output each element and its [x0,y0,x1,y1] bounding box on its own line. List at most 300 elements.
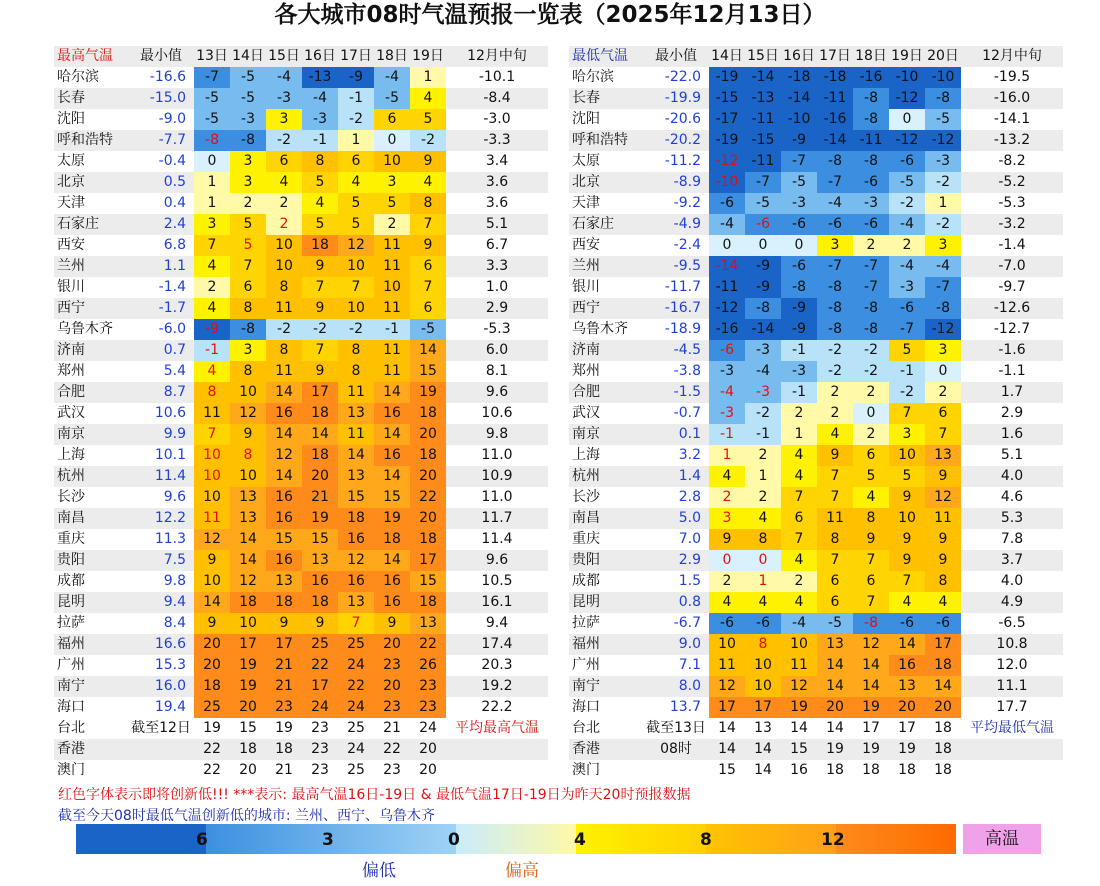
temp-cell: 6 [374,109,410,130]
min-value: -16.7 [643,298,709,319]
city-name: 香港 [569,739,643,760]
temp-cell: 10 [194,445,230,466]
temp-cell: -6 [781,256,817,277]
mid-month-value: 8.1 [446,361,548,382]
temp-cell: -7 [925,277,961,298]
temp-cell: 4 [745,592,781,613]
mid-month-value: 1.0 [446,277,548,298]
temp-cell: 4 [194,361,230,382]
temp-cell: -11 [745,151,781,172]
temp-cell: -18 [781,67,817,88]
city-name: 昆明 [54,592,128,613]
temp-cell: 18 [302,403,338,424]
temp-cell: 13 [302,550,338,571]
temp-cell: 10 [338,298,374,319]
table-row [569,592,1063,613]
mid-month-value: -12.7 [961,319,1063,340]
temp-cell: 19 [853,739,889,760]
mid-month-value: -3.0 [446,109,548,130]
mid-month-value: -1.6 [961,340,1063,361]
table-row [54,487,548,508]
min-value: -0.7 [643,403,709,424]
temp-cell: 19 [781,697,817,718]
temp-cell: -12 [709,151,745,172]
city-name: 石家庄 [54,214,128,235]
temp-cell: 11 [266,361,302,382]
mid-month-value: 11.7 [446,508,548,529]
min-value: -1.4 [128,277,194,298]
temp-cell: 8 [925,571,961,592]
mid-month-value: -8.2 [961,151,1063,172]
temp-cell: 3 [925,340,961,361]
temp-cell: 8 [266,340,302,361]
temp-cell: 3 [230,172,266,193]
table-row [569,172,1063,193]
date-header: 18日 [374,46,410,67]
table-row [569,655,1063,676]
extra-row [54,760,548,781]
temp-cell: -7 [781,151,817,172]
temp-cell: 11 [338,382,374,403]
table-row [54,256,548,277]
temp-cell: 9 [853,529,889,550]
temp-cell: 1 [338,130,374,151]
temp-cell: 12 [709,676,745,697]
temp-cell: 21 [266,760,302,781]
temp-cell: -6 [709,340,745,361]
temp-cell: 18 [302,445,338,466]
min-value: -0.4 [128,151,194,172]
mid-month-value: 11.4 [446,529,548,550]
temp-cell: 12 [853,634,889,655]
temp-cell: 18 [410,403,446,424]
city-name: 上海 [54,445,128,466]
temp-cell: 1 [781,424,817,445]
temp-cell: 18 [230,739,266,760]
temp-cell: -4 [745,361,781,382]
temp-cell: 24 [338,697,374,718]
mid-month-value: 4.6 [961,487,1063,508]
average-label [961,760,1063,781]
table-row [569,214,1063,235]
city-name: 昆明 [569,592,643,613]
average-label: 平均最低气温 [961,718,1063,739]
temp-cell: -4 [709,214,745,235]
temp-cell: 19 [374,508,410,529]
temp-cell: 14 [745,739,781,760]
temp-cell: 5 [302,172,338,193]
min-value: -2.4 [643,235,709,256]
temp-cell: 3 [374,172,410,193]
min-value: 11.4 [128,466,194,487]
table-row [54,214,548,235]
temp-cell: 18 [338,508,374,529]
temp-cell: 19 [410,382,446,403]
city-name: 长春 [569,88,643,109]
city-name: 太原 [54,151,128,172]
temp-cell: -2 [266,130,302,151]
mid-month-value: 11.0 [446,445,548,466]
scale-segment-neutral [456,824,576,854]
temp-cell: 18 [925,739,961,760]
temp-cell: 5 [853,466,889,487]
temp-cell: 20 [194,634,230,655]
temp-cell: 18 [374,529,410,550]
temp-cell: 8 [817,529,853,550]
temp-cell: 15 [302,529,338,550]
temp-cell: 24 [410,718,446,739]
table-row [569,445,1063,466]
min-value: 19.4 [128,697,194,718]
temp-cell: 18 [925,760,961,781]
min-value: -8.9 [643,172,709,193]
mid-month-value: 19.2 [446,676,548,697]
temp-cell: 9 [302,613,338,634]
scale-tick: 6 [196,830,208,850]
table-row [569,256,1063,277]
temp-cell: 15 [410,361,446,382]
min-value: 1.4 [643,466,709,487]
table-row [569,277,1063,298]
temp-cell: -9 [338,67,374,88]
temp-cell: 17 [745,697,781,718]
city-name: 重庆 [54,529,128,550]
city-name: 南宁 [569,676,643,697]
temp-cell: 0 [709,235,745,256]
temp-cell: 14 [745,760,781,781]
date-header: 16日 [302,46,338,67]
min-value: 2.9 [643,550,709,571]
min-value: 8.0 [643,676,709,697]
temp-cell: -8 [853,298,889,319]
temp-cell: 20 [230,760,266,781]
table-row [569,529,1063,550]
temp-cell: 4 [781,592,817,613]
temp-cell: -14 [745,319,781,340]
temp-cell: 0 [709,550,745,571]
scale-tick: 8 [700,830,712,850]
temp-cell: 2 [194,277,230,298]
temp-cell: -4 [889,214,925,235]
temp-cell: 17 [709,697,745,718]
temp-cell: 23 [410,697,446,718]
mid-month-value: 12.0 [961,655,1063,676]
temp-cell: -8 [781,277,817,298]
temp-cell: 6 [266,151,302,172]
temp-cell: -4 [817,193,853,214]
temp-cell: 7 [338,277,374,298]
temp-cell: 6 [853,445,889,466]
temp-cell: 4 [410,88,446,109]
temp-cell: 3 [194,214,230,235]
table-row [569,697,1063,718]
temp-cell: 16 [374,571,410,592]
temp-cell: 14 [194,592,230,613]
temp-cell: 5 [338,193,374,214]
temp-cell: -9 [194,319,230,340]
temp-cell: 2 [709,487,745,508]
temp-cell: 23 [374,697,410,718]
note-new-low: 红色字体表示即将创新低!!! ***表示: 最高气温16日-19日 & 最低气温17日-19日为昨天20时预报数据 [58,787,691,803]
table-row [569,424,1063,445]
temp-cell: 7 [194,235,230,256]
temp-cell: 11 [374,298,410,319]
temp-cell: 15 [781,739,817,760]
temp-cell: -8 [194,130,230,151]
temp-cell: 2 [266,214,302,235]
temp-cell: -15 [745,130,781,151]
temp-cell: -7 [889,319,925,340]
temp-cell: 6 [853,571,889,592]
min-value: 10.1 [128,445,194,466]
table-row [569,487,1063,508]
header-row [54,46,548,67]
temp-cell: -12 [925,130,961,151]
min-value: 2.4 [128,214,194,235]
mid-month-value: 3.4 [446,151,548,172]
extra-note [128,760,194,781]
min-value: 9.0 [643,634,709,655]
min-value: 1.5 [643,571,709,592]
mid-month-header: 12月中旬 [446,46,548,67]
city-name: 台北 [54,718,128,739]
temp-cell: 20 [230,697,266,718]
temp-cell: 7 [853,592,889,613]
temp-cell: -3 [781,193,817,214]
temp-cell: -2 [925,214,961,235]
header-row [569,46,1063,67]
temp-cell: 6 [817,571,853,592]
city-name: 合肥 [569,382,643,403]
temp-cell: -1 [338,88,374,109]
city-name: 乌鲁木齐 [569,319,643,340]
temp-cell: 10 [889,445,925,466]
temp-cell: 13 [338,466,374,487]
temp-cell: -4 [709,382,745,403]
temp-cell: 11 [338,424,374,445]
extra-note [643,760,709,781]
temp-cell: 16 [266,550,302,571]
temp-cell: 20 [410,739,446,760]
extra-note: 08时 [643,739,709,760]
mid-month-value: -13.2 [961,130,1063,151]
city-name: 郑州 [54,361,128,382]
min-value: 7.5 [128,550,194,571]
temp-cell: 10 [194,466,230,487]
temp-cell: 16 [781,760,817,781]
temp-cell: -2 [266,319,302,340]
temp-cell: 17 [302,676,338,697]
temp-cell: -10 [709,172,745,193]
temp-cell: 13 [230,508,266,529]
temp-cell: 0 [374,130,410,151]
average-label: 平均最高气温 [446,718,548,739]
temp-cell: -12 [889,130,925,151]
temp-cell: -3 [745,382,781,403]
date-header: 14日 [709,46,745,67]
temp-cell: 4 [338,172,374,193]
table-row [569,508,1063,529]
temp-cell: -6 [889,151,925,172]
temp-cell: 11 [374,340,410,361]
temp-cell: 4 [302,193,338,214]
table-row [569,109,1063,130]
temp-cell: 13 [338,403,374,424]
temp-cell: -1 [781,340,817,361]
temp-cell: 0 [745,235,781,256]
temp-cell: -6 [745,214,781,235]
min-value: 8.7 [128,382,194,403]
city-name: 南昌 [569,508,643,529]
temp-cell: 9 [230,424,266,445]
temp-cell: 11 [194,508,230,529]
temp-cell: -4 [302,88,338,109]
temp-cell: 12 [230,403,266,424]
temp-cell: 14 [374,550,410,571]
temp-cell: 20 [889,697,925,718]
min-value: -9.0 [128,109,194,130]
temp-cell: 19 [817,739,853,760]
temp-cell: 20 [817,697,853,718]
temp-cell: 8 [194,382,230,403]
temp-cell: 14 [925,676,961,697]
table-row [54,424,548,445]
temp-cell: 18 [302,235,338,256]
temp-cell: -12 [709,298,745,319]
temp-cell: 9 [817,445,853,466]
temp-cell: 5 [302,214,338,235]
temp-cell: 12 [338,550,374,571]
temp-cell: 14 [817,676,853,697]
city-name: 乌鲁木齐 [54,319,128,340]
table-label: 最高气温 [54,46,128,67]
temp-cell: 10 [781,634,817,655]
temp-cell: 18 [266,592,302,613]
temp-cell: 14 [853,655,889,676]
city-name: 长沙 [569,487,643,508]
temp-cell: 5 [374,193,410,214]
temp-cell: 20 [374,676,410,697]
mid-month-value: 3.7 [961,550,1063,571]
mid-month-value: 9.4 [446,613,548,634]
temp-cell: 10 [709,634,745,655]
table-row [569,634,1063,655]
temp-cell: -12 [889,88,925,109]
temp-cell: 22 [194,760,230,781]
temp-cell: 2 [374,214,410,235]
temp-cell: -6 [889,613,925,634]
temp-cell: 4 [709,466,745,487]
city-name: 南京 [54,424,128,445]
extra-row [569,760,1063,781]
temp-cell: 14 [230,550,266,571]
temp-cell: 13 [338,592,374,613]
table-row [569,361,1063,382]
color-scale-legend [76,824,956,854]
min-value: 0.5 [128,172,194,193]
temp-cell: 12 [194,529,230,550]
city-name: 兰州 [54,256,128,277]
table-row [54,109,548,130]
temp-cell: 15 [410,571,446,592]
city-name: 南京 [569,424,643,445]
temp-cell: 21 [302,487,338,508]
mid-month-value: -16.0 [961,88,1063,109]
hot-legend-box: 高温 [963,824,1041,854]
temp-cell: -6 [817,214,853,235]
city-name: 台北 [569,718,643,739]
temp-cell: 10 [745,676,781,697]
temp-cell: 25 [302,634,338,655]
table-row [54,277,548,298]
temp-cell: -7 [194,67,230,88]
temp-cell: 14 [374,382,410,403]
min-value: -11.2 [643,151,709,172]
page-title: 各大城市08时气温预报一览表（2025年12月13日） [274,2,826,28]
min-value: -20.6 [643,109,709,130]
temp-cell: 1 [410,67,446,88]
temp-cell: -7 [853,277,889,298]
temp-cell: 15 [266,529,302,550]
temp-cell: 0 [853,403,889,424]
temp-cell: -7 [817,256,853,277]
date-header: 19日 [410,46,446,67]
temp-cell: -7 [745,172,781,193]
date-header: 17日 [817,46,853,67]
table-row [54,235,548,256]
temp-cell: 14 [817,655,853,676]
temp-cell: 2 [709,571,745,592]
high-temperature-table [54,46,548,781]
temp-cell: -6 [709,613,745,634]
temp-cell: 9 [410,235,446,256]
mid-month-value: 17.4 [446,634,548,655]
table-row [54,361,548,382]
temp-cell: 5 [338,214,374,235]
temp-cell: 6 [230,277,266,298]
mid-month-value: 5.3 [961,508,1063,529]
mid-month-value: 3.3 [446,256,548,277]
temp-cell: 19 [230,655,266,676]
mid-month-value: -1.1 [961,361,1063,382]
temp-cell: 16 [374,403,410,424]
temp-cell: 10 [889,508,925,529]
temp-cell: 2 [781,571,817,592]
table-label: 最低气温 [569,46,643,67]
temp-cell: -2 [338,109,374,130]
city-name: 北京 [569,172,643,193]
min-value: -16.6 [128,67,194,88]
temp-cell: 11 [374,256,410,277]
date-header: 15日 [745,46,781,67]
temp-cell: -6 [889,298,925,319]
min-value: 13.7 [643,697,709,718]
temp-cell: 12 [925,487,961,508]
temp-cell: -13 [745,88,781,109]
table-row [569,571,1063,592]
table-row [569,613,1063,634]
temp-cell: 11 [781,655,817,676]
date-header: 18日 [853,46,889,67]
temp-cell: 16 [302,571,338,592]
city-name: 武汉 [569,403,643,424]
temp-cell: 11 [374,235,410,256]
scale-segment-warm [576,824,706,854]
temp-cell: 22 [338,676,374,697]
temp-cell: 7 [817,466,853,487]
mid-month-value: 4.9 [961,592,1063,613]
temp-cell: 8 [338,340,374,361]
